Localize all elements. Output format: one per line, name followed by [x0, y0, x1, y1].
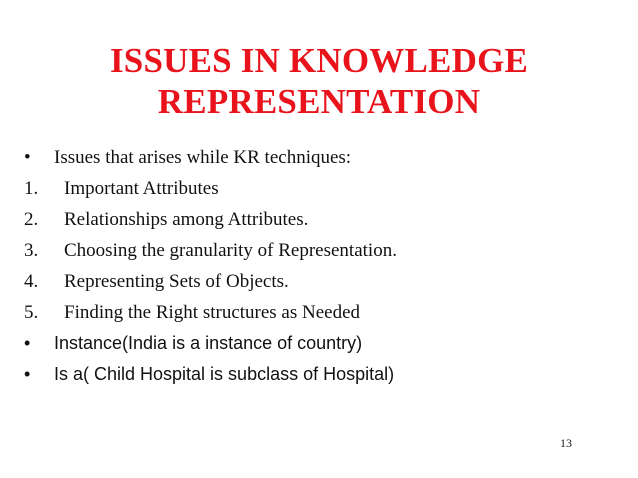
- item-number: 5.: [24, 302, 39, 323]
- isa-text: Is a( Child Hospital is subclass of Hospital): [54, 364, 395, 384]
- item-text: Important Attributes: [64, 178, 219, 199]
- item-number: 2.: [24, 209, 39, 230]
- bullet-marker: •: [24, 364, 31, 384]
- item-number: 4.: [24, 271, 39, 292]
- item-text: Finding the Right structures as Needed: [64, 302, 361, 323]
- title-line-2: REPRESENTATION: [157, 82, 481, 121]
- title-line-1: ISSUES IN KNOWLEDGE: [109, 41, 529, 80]
- page-number: 13: [560, 436, 572, 450]
- bullet-marker: •: [24, 147, 31, 168]
- item-number: 1.: [24, 178, 39, 199]
- item-number: 3.: [24, 240, 39, 261]
- item-text: Choosing the granularity of Representation.: [64, 240, 397, 261]
- slide-title: [60, 40, 578, 122]
- bullet-marker: •: [24, 333, 31, 353]
- item-text: Relationships among Attributes.: [64, 209, 309, 230]
- intro-text: Issues that arises while KR techniques:: [54, 147, 352, 168]
- instance-text: Instance(India is a instance of country): [54, 333, 363, 353]
- item-text: Representing Sets of Objects.: [64, 271, 289, 292]
